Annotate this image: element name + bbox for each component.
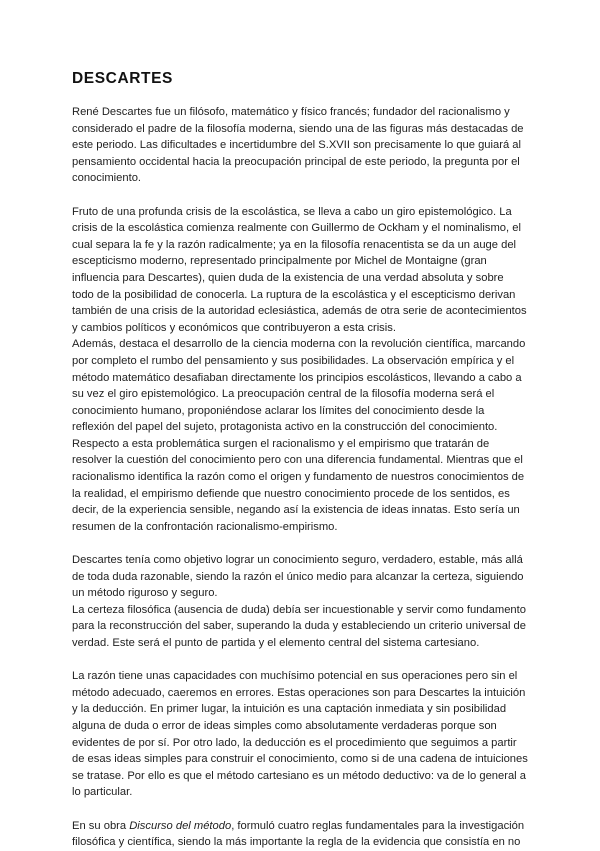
paragraph-intuicion-deduccion: La razón tiene unas capacidades con muchísimo potencial en sus operaciones pero sin el método adecuado, caeremos en errores. Estas operaciones son para Descartes la intuición y la deducción. En primer lugar, la intuición es una captación inmediata y sin posibilidad alguna de duda o error de ideas simples como absolutamente verdaderas porque son evidentes de por sí. Por otro lado, la deducción es el procedimiento que seguimos a partir de esas ideas simples para construir el conocimiento, como si de una cadena de intuiciones se tratase. Por ello es que el método cartesiano es un método deductivo: va de lo general a lo particular. xyxy=(72,670,528,799)
document-title: DESCARTES xyxy=(72,70,173,87)
paragraph-crisis-escolastica: Fruto de una profunda crisis de la escolástica, se lleva a cabo un giro epistemológico. La crisis de la escolástica comienza realmente con Guillermo de Ockham y el nominalismo, el cual separa la fe y la razón radicalmente; ya en la filosofía renacentista se da un auge del escepticismo moderno, representado principalmente por Michel de Montaigne (gran influencia para Descartes), quien duda de la existencia de una verdad absoluta y sobre todo de la posibilidad de conocerla. La ruptura de la escolástica y el escepticismo derivan también de una crisis de la autoridad eclesiástica, además de otra serie de acontecimientos y cambios políticos y económicos que contribuyeron a esta crisis. xyxy=(72,205,527,334)
paragraph-discurso-metodo xyxy=(72,818,528,851)
discurso-text-before: En su obra xyxy=(72,819,130,832)
paragraph-racionalismo-empirismo: Respecto a esta problemática surgen el racionalismo y el empirismo que tratarán de resolver la cuestión del conocimiento pero con una diferencia fundamental. Mientras que el racionalismo identifica la razón como el origen y fundamento de nuestros conocimientos de la realidad, el empirismo defiende que nuestro conocimiento procede de los sentidos, es decir, de la experiencia sensible, negando así la existencia de ideas innatas. Esto sería un resumen de la confrontación racionalismo-empirismo. xyxy=(72,437,525,533)
paragraph-ciencia-moderna: Además, destaca el desarrollo de la ciencia moderna con la revolución científica, marcando por completo el rumbo del pensamiento y sus posibilidades. La observación empírica y el método matemático desafiaban directamente los principios escolásticos, llevando a cabo a su vez el giro epistemológico. La preocupación central de la filosofía moderna será el conocimiento humano, proponiéndose aclarar los límites del conocimiento desde la reflexión del papel del sujeto, protagonista activo en la construcción del conocimiento. xyxy=(72,338,526,434)
paragraph-intro: René Descartes fue un filósofo, matemático y físico francés; fundador del racionalismo y considerado el padre de la filosofía moderna, siendo una de las figuras más destacadas de este periodo. Las dificultades e incertidumbre del S.XVII son precisamente lo que guiará al pensamiento occidental hacia la preocupación principal de este periodo, la pregunta por el conocimiento. xyxy=(72,106,524,185)
paragraph-certeza-filosofica: La certeza filosófica (ausencia de duda) debía ser incuestionable y servir como fundamento para la reconstrucción del saber, superando la duda y estableciendo un criterio universal de verdad. Este será el punto de partida y el elemento central del sistema cartesiano. xyxy=(72,603,526,649)
discurso-book-title: Discurso del método xyxy=(129,819,232,832)
paragraph-objetivo-descartes: Descartes tenía como objetivo lograr un conocimiento seguro, verdadero, estable, más allá de toda duda razonable, siendo la razón el único medio para alcanzar la certeza, siguiendo un método riguroso y seguro. xyxy=(72,554,524,600)
discurso-text-after: , formuló cuatro reglas fundamentales para la investigación filosófica y científica, siendo la más importante la regla de la evidencia que consistía en no xyxy=(72,819,525,849)
